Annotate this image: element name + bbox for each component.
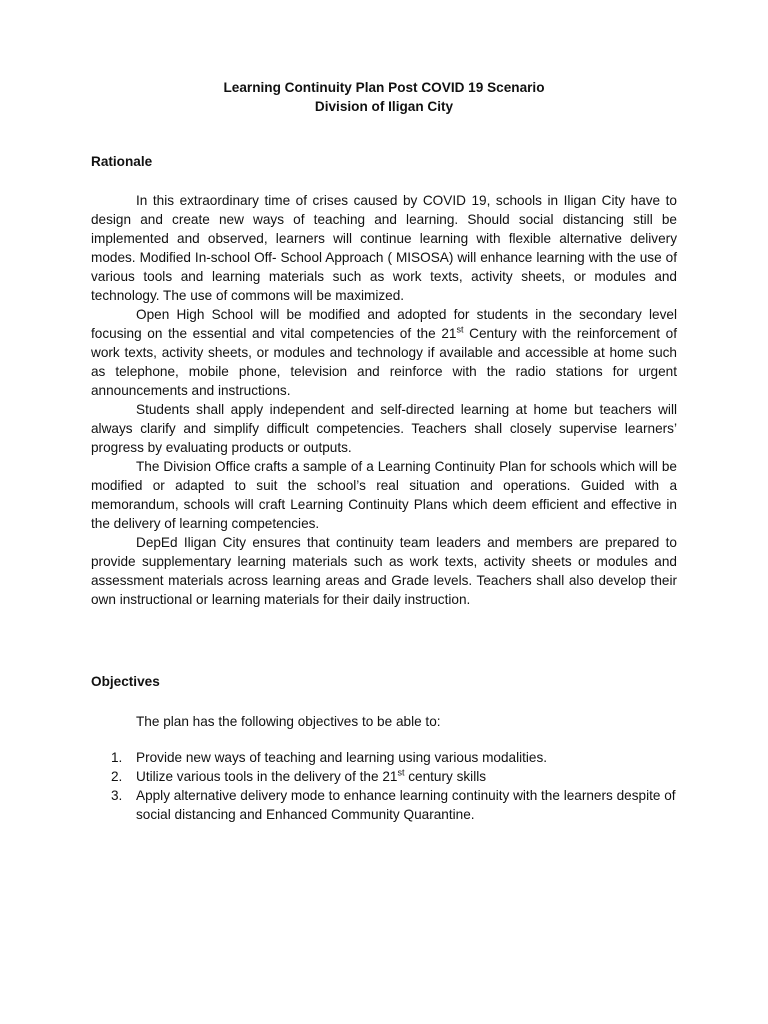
paragraph-open-high-school (91, 305, 677, 400)
document-title: Learning Continuity Plan Post COVID 19 Scenario (223, 80, 545, 95)
list-number: 2. (111, 769, 123, 784)
paragraph-deped: DepEd Iligan City ensures that continuity team leaders and members are prepared to provide supplementary learning materials such as work texts, activity sheets or modules and assessment materials across learning areas and Grade levels. Teachers shall also develop their own instructional or learning materials for their daily instruction. (91, 535, 677, 607)
list-text-part2: century skills (404, 769, 487, 784)
ohs-text-part2: Century with the reinforcement of work texts, activity sheets, or modules and technology if available and accessible at home such as telephone, mobile phone, television and reinforce with the radio stations for urgent announcements and instructions. (91, 326, 678, 398)
list-text: Apply alternative delivery mode to enhance learning continuity with the learners despite of social distancing and Enhanced Community Quarantine. (136, 788, 676, 822)
paragraph-division-office: The Division Office crafts a sample of a Learning Continuity Plan for schools which will be modified or adapted to suit the school’s real situation and operations. Guided with a memorandum, schools will craft Learning Continuity Plans which deem efficient and effective in the delivery of learning competencies. (91, 459, 677, 531)
title-block (0, 78, 768, 116)
paragraph-intro: In this extraordinary time of crises caused by COVID 19, schools in Iligan City have to design and create new ways of teaching and learning. Should social distancing still be implemented and observed, learners will continue learning with flexible alternative delivery modes. Modified In-school Off- School Approach ( MISOSA) will enhance learning with the use of various tools and learning materials such as work texts, activity sheets, or modules and technology. The use of commons will be maximized. (91, 193, 677, 303)
objectives-intro: The plan has the following objectives to be able to: (136, 714, 441, 729)
ohs-superscript: st (456, 324, 464, 335)
list-number: 3. (111, 788, 123, 803)
objectives-list (111, 748, 677, 824)
list-number: 1. (111, 750, 123, 765)
list-text (136, 767, 677, 786)
document-subtitle: Division of Iligan City (314, 99, 454, 114)
rationale-body (91, 191, 677, 609)
list-text: Provide new ways of teaching and learning using various modalities. (136, 750, 548, 765)
list-item (111, 786, 677, 824)
paragraph-students: Students shall apply independent and self-directed learning at home but teachers will always clarify and simplify difficult competencies. Teachers shall closely supervise learners’ progress by evaluating products or outputs. (91, 402, 677, 455)
list-item (111, 767, 677, 786)
objectives-heading: Objectives (91, 674, 160, 689)
rationale-heading: Rationale (91, 154, 153, 169)
list-text-part1: Utilize various tools in the delivery of the 21 (136, 769, 398, 784)
list-item (111, 748, 677, 767)
ohs-text-part1: Open High School will be modified and adopted for students in the secondary level focusing on the essential and vital competencies of the 21 (91, 307, 677, 341)
list-superscript: st (397, 767, 405, 778)
